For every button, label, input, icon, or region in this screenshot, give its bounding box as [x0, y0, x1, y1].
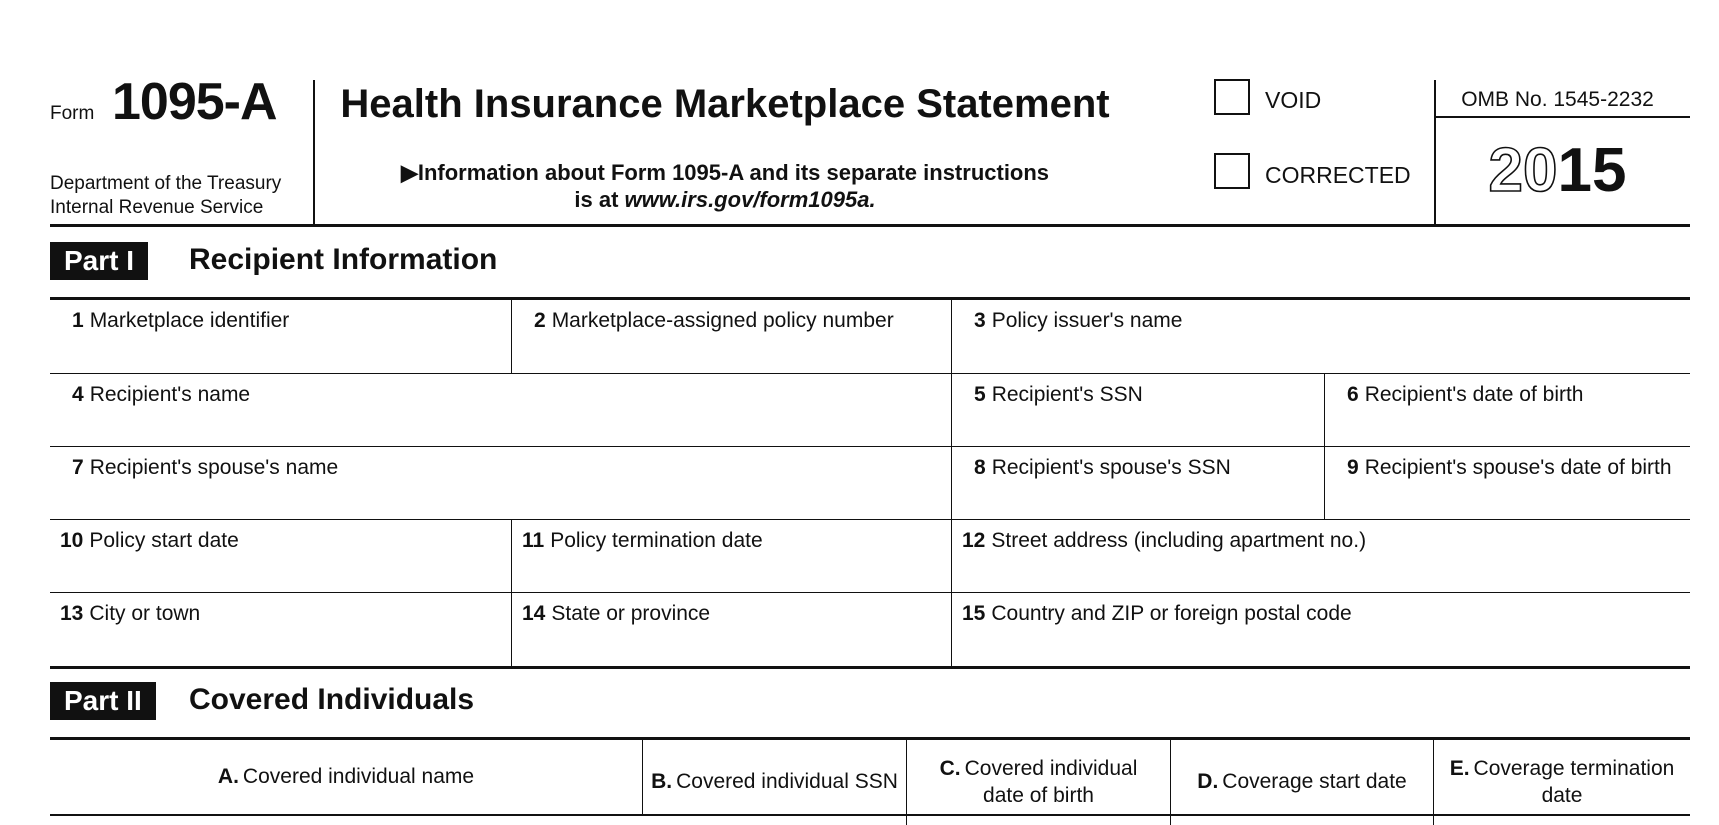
- field-label: Recipient's spouse's date of birth: [1364, 456, 1672, 479]
- field-spouse-dob[interactable]: [1325, 447, 1690, 520]
- field-label: Marketplace-assigned policy number: [551, 309, 894, 332]
- instructions-link[interactable]: www.irs.gov/form1095a.: [624, 187, 876, 212]
- field-number: 6: [1347, 383, 1359, 406]
- column-letter: A.: [217, 764, 239, 788]
- column-label: Coverage termination date: [1473, 757, 1675, 807]
- column-header-e: [1434, 740, 1690, 825]
- field-number: 11: [522, 529, 545, 552]
- field-label: Recipient's spouse's SSN: [991, 456, 1231, 479]
- department-block: [50, 172, 281, 220]
- field-label: Recipient's SSN: [991, 383, 1143, 406]
- field-label: Street address (including apartment no.): [991, 529, 1367, 552]
- column-header-b: [643, 740, 907, 825]
- field-recipient-ssn[interactable]: [952, 374, 1325, 447]
- field-label: Policy start date: [89, 529, 239, 552]
- field-number: 13: [60, 602, 84, 625]
- field-label: City or town: [89, 602, 201, 625]
- column-label: Covered individual SSN: [676, 770, 898, 794]
- field-number: 1: [72, 309, 84, 332]
- column-letter: D.: [1197, 770, 1219, 794]
- part-1-tag: Part I: [50, 242, 148, 280]
- field-number: 15: [962, 602, 986, 625]
- field-number: 4: [72, 383, 84, 406]
- field-street-address[interactable]: [952, 520, 1690, 593]
- column-letter: B.: [651, 770, 673, 794]
- field-label: Recipient's spouse's name: [89, 456, 339, 479]
- field-spouse-ssn[interactable]: [952, 447, 1325, 520]
- part-2-tag: Part II: [50, 682, 156, 720]
- form-title: Health Insurance Marketplace Statement: [340, 82, 1110, 126]
- tax-year: [1425, 136, 1690, 205]
- column-header-a: [50, 740, 643, 814]
- field-number: 12: [962, 529, 986, 552]
- field-country-zip[interactable]: [952, 593, 1690, 667]
- info-line-2-prefix: is at: [574, 187, 625, 212]
- field-policy-start[interactable]: [50, 520, 512, 593]
- corrected-label: CORRECTED: [1265, 162, 1411, 188]
- field-label: Policy issuer's name: [991, 309, 1183, 332]
- part-2-title: Covered Individuals: [189, 683, 475, 716]
- pointer-arrow-icon: ▶: [400, 160, 418, 185]
- form-word: Form: [50, 103, 95, 124]
- dept-line-2: Internal Revenue Service: [50, 197, 264, 218]
- field-number: 3: [974, 309, 986, 332]
- field-number: 5: [974, 383, 986, 406]
- field-number: 9: [1347, 456, 1359, 479]
- column-header-d: [1171, 740, 1434, 825]
- omb-rule: [1434, 116, 1690, 118]
- dept-line-1: Department of the Treasury: [50, 173, 282, 194]
- void-checkbox[interactable]: [1214, 79, 1250, 115]
- field-state[interactable]: [512, 593, 952, 667]
- field-spouse-name[interactable]: [50, 447, 952, 520]
- header-divider-left: [313, 80, 315, 225]
- field-recipient-name[interactable]: [50, 374, 952, 447]
- field-label: Country and ZIP or foreign postal code: [991, 602, 1352, 625]
- column-letter: C.: [939, 757, 961, 781]
- column-label: Coverage start date: [1222, 770, 1407, 794]
- field-label: Recipient's name: [89, 383, 251, 406]
- recipient-grid: [50, 300, 1690, 667]
- field-number: 8: [974, 456, 986, 479]
- field-label: State or province: [551, 602, 711, 625]
- field-label: Recipient's date of birth: [1364, 383, 1584, 406]
- field-marketplace-identifier[interactable]: [50, 300, 512, 374]
- field-label: Policy termination date: [550, 529, 763, 552]
- year-outline: 20: [1488, 136, 1558, 205]
- field-recipient-dob[interactable]: [1325, 374, 1690, 447]
- column-label: Covered individual date of birth: [964, 757, 1138, 807]
- part-1-title: Recipient Information: [189, 243, 498, 276]
- omb-number: OMB No. 1545-2232: [1461, 88, 1654, 111]
- column-label: Covered individual name: [242, 764, 475, 788]
- field-number: 10: [60, 529, 84, 552]
- field-policy-termination[interactable]: [512, 520, 952, 593]
- field-city[interactable]: [50, 593, 512, 667]
- field-number: 2: [534, 309, 546, 332]
- part-1-bottom-rule: [50, 666, 1690, 669]
- field-number: 7: [72, 456, 84, 479]
- field-policy-issuer[interactable]: [952, 300, 1690, 374]
- field-label: Marketplace identifier: [89, 309, 290, 332]
- year-bold: 15: [1557, 136, 1627, 205]
- form-number: 1095-A: [112, 73, 277, 131]
- column-letter: E.: [1449, 757, 1470, 781]
- corrected-checkbox[interactable]: [1214, 153, 1250, 189]
- column-header-bottom-rule: [50, 814, 1690, 816]
- field-policy-number[interactable]: [512, 300, 952, 374]
- instructions-note: [340, 159, 1110, 213]
- field-number: 14: [522, 602, 546, 625]
- info-line-1: Information about Form 1095-A and its separate instructions: [417, 160, 1050, 185]
- void-label: VOID: [1265, 87, 1322, 113]
- header-bottom-rule: [50, 224, 1690, 227]
- covered-individuals-header: [50, 740, 1690, 825]
- column-header-c: [907, 740, 1171, 825]
